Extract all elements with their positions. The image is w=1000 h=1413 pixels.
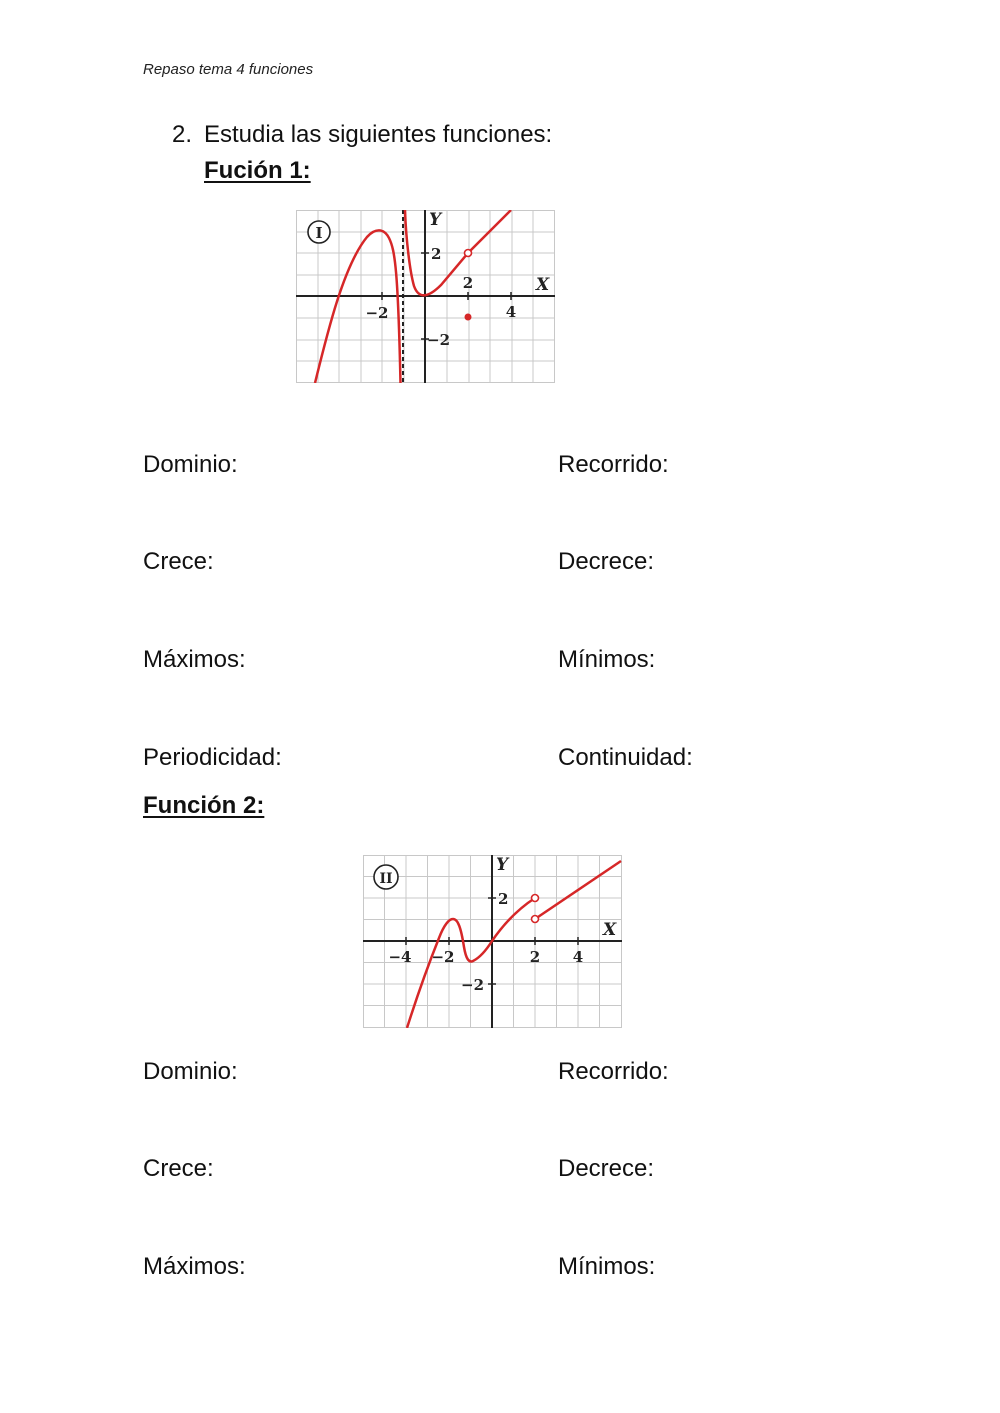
- function1-decrece-label: Decrece:: [558, 548, 655, 575]
- y-tick-label: 2: [498, 890, 509, 908]
- y-axis-label: Y: [429, 210, 442, 230]
- open-point: [532, 916, 539, 923]
- x-tick-label: 4: [572, 948, 584, 966]
- x-axis-label: X: [603, 920, 617, 940]
- y-axis-label: Y: [496, 855, 509, 875]
- x-tick-label: 2: [529, 948, 541, 966]
- function1-maximos-label: Máximos:: [143, 646, 246, 673]
- x-tick-label: −4: [388, 948, 412, 966]
- x-tick-label: 2: [462, 274, 474, 292]
- open-point: [465, 250, 472, 257]
- page-header: Repaso tema 4 funciones: [143, 61, 314, 78]
- question-text: Estudia las siguientes funciones:: [204, 121, 553, 148]
- function2-recorrido-label: Recorrido:: [558, 1058, 669, 1085]
- function2-minimos-label: Mínimos:: [558, 1253, 656, 1280]
- function1-periodicidad-label: Periodicidad:: [143, 744, 282, 771]
- function2-dominio-label: Dominio:: [143, 1058, 238, 1085]
- x-tick-label: 4: [505, 303, 517, 321]
- x-tick-label: −2: [431, 948, 455, 966]
- badge-label: II: [379, 871, 393, 887]
- function2-decrece-label: Decrece:: [558, 1155, 655, 1182]
- function1-dominio-label: Dominio:: [143, 451, 238, 478]
- x-axis-label: X: [536, 275, 550, 295]
- x-tick-label: −2: [365, 304, 389, 322]
- function1-recorrido-label: Recorrido:: [558, 451, 669, 478]
- function1-crece-label: Crece:: [143, 548, 214, 575]
- function1-title: Fución 1:: [204, 157, 311, 184]
- question-number: 2.: [172, 121, 193, 148]
- badge-label: I: [315, 224, 323, 242]
- function2-maximos-label: Máximos:: [143, 1253, 246, 1280]
- badge-II: [374, 865, 398, 889]
- function2-title: Función 2:: [143, 792, 265, 819]
- function2-graph: [363, 855, 622, 1028]
- open-point: [532, 895, 539, 902]
- filled-point: [465, 314, 472, 321]
- y-tick-label: −2: [461, 976, 485, 994]
- function1-minimos-label: Mínimos:: [558, 646, 656, 673]
- badge-I: [308, 221, 330, 243]
- y-tick-label: 2: [431, 245, 442, 263]
- function1-graph: [296, 210, 555, 383]
- function1-continuidad-label: Continuidad:: [558, 744, 693, 771]
- function2-crece-label: Crece:: [143, 1155, 214, 1182]
- y-tick-label: −2: [427, 331, 451, 349]
